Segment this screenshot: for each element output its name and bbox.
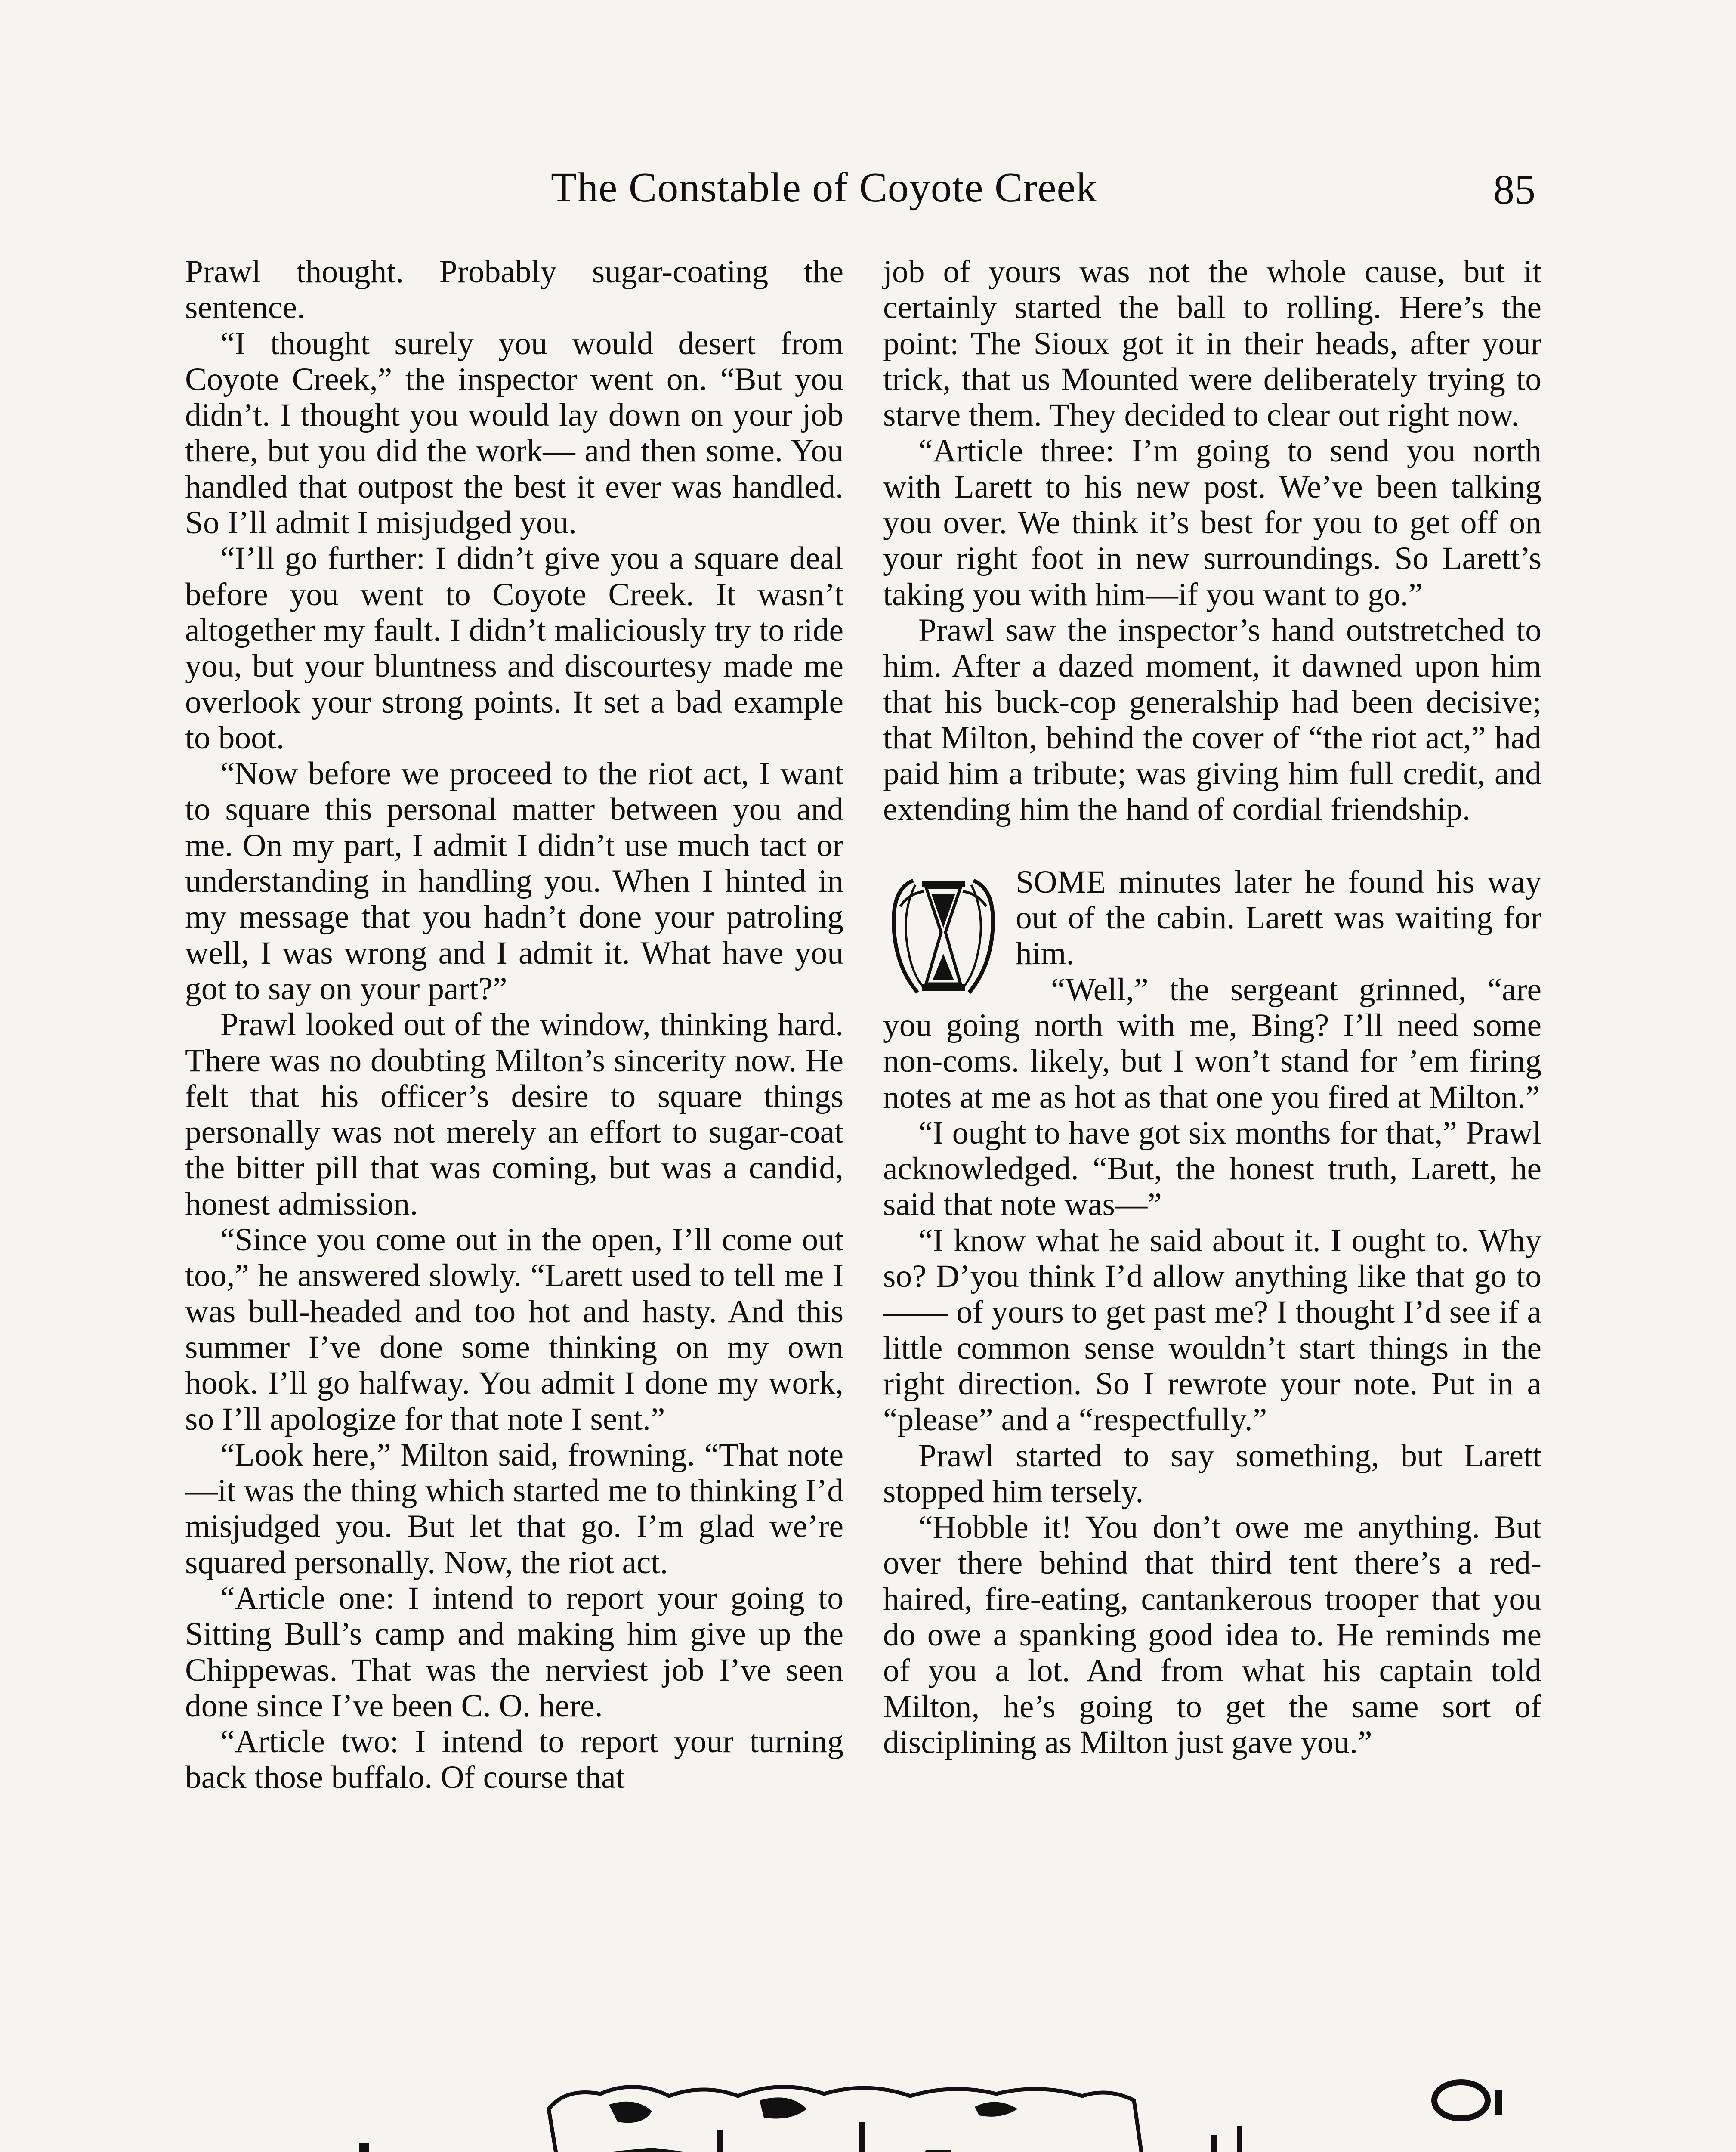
paragraph: SOME minutes later he found his way out of the cabin. Larett was waiting for him. xyxy=(1016,864,1541,972)
paragraph: “I’ll go further: I didn’t give you a square deal before you went to Coyote Creek. It wasn’t altogether my fault. I didn’t maliciously try to ride you, but your bluntness and discourtesy made me overlook your strong points. It set a bad example to boot. xyxy=(185,541,843,756)
paragraph: “Article three: I’m going to send you north with Larett to his new post. We’ve been talking you over. We think it’s best for you to get off on your right foot in new surroundings. So Larett’s taking you with him—if you want to go.” xyxy=(883,433,1541,612)
paragraph: “Since you come out in the open, I’ll come out too,” he answered slowly. “Larett used to tell me I was bull-headed and too hot and hasty. And this summer I’ve done some thinking on my own hook. I’ll go halfway. You admit I done my work, so I’ll apologize for that note I sent.” xyxy=(185,1222,843,1437)
paragraph: “Hobble it! You don’t owe me anything. But over there behind that third tent there’s a red-haired, fire-eating, cantankerous trooper that you do owe a spanking good idea to. He reminds me of you a lot. And from what his captain told Milton, he’s going to get the same sort of disciplining as Milton just gave you.” xyxy=(883,1509,1541,1760)
paragraph: “Well,” the sergeant grinned, “are you going north with me, Bing? I’ll need some non-coms. likely, but I won’t stand for ’em firing notes at me as hot as that one you fired at Milton.” xyxy=(883,971,1541,1115)
left-column xyxy=(185,254,843,1796)
winged-hourglass-icon xyxy=(883,868,1004,1001)
paragraph: Prawl thought. Probably sugar-coating the sentence. xyxy=(185,254,843,326)
paragraph: “I know what he said about it. I ought to. Why so? D’you think I’d allow anything like that go to —— of yours to get past me? I thought I’d see if a little common sense wouldn’t start things in the right direction. So I rewrote your note. Put in a “please” and a “respectfully.” xyxy=(883,1222,1541,1438)
paragraph: Prawl saw the inspector’s hand outstretched to him. After a dazed moment, it dawned upon him that his buck-cop generalship had been decisive; that Milton, behind the cover of “the riot act,” had paid him a tribute; was giving him full credit, and extending him the hand of cordial friendship. xyxy=(883,612,1541,828)
paragraph: “Now before we proceed to the riot act, I want to square this personal matter between you and me. On my part, I admit I didn’t use much tact or understanding in handling you. When I hinted in my message that you hadn’t done your patroling well, I was wrong and I admit it. What have you got to say on your part?” xyxy=(185,756,843,1007)
paragraph: “Article two: I intend to report your turning back those buffalo. Of course that xyxy=(185,1724,843,1796)
section-break xyxy=(883,828,1541,864)
prairie-landscape-illustration xyxy=(222,2070,1513,2152)
page-number: 85 xyxy=(1493,167,1535,213)
right-column xyxy=(883,254,1541,1760)
paragraph: Prawl looked out of the window, thinking hard. There was no doubting Milton’s sincerity now. He felt that his officer’s desire to square things personally was not merely an effort to sugar-coat the bitter pill that was coming, but was a candid, honest admission. xyxy=(185,1007,843,1222)
paragraph: “I thought surely you would desert from Coyote Creek,” the inspector went on. “But you didn’t. I thought you would lay down on your job there, but you did the work— and then some. You handled that outpost the best it ever was handled. So I’ll admit I misjudged you. xyxy=(185,325,843,541)
running-title: The Constable of Coyote Creek xyxy=(551,164,1098,211)
paragraph: Prawl started to say something, but Larett stopped him tersely. xyxy=(883,1438,1541,1509)
paragraph: “Article one: I intend to report your going to Sitting Bull’s camp and making him give up the Chippewas. That was the nerviest job I’ve seen done since I’ve been C. O. here. xyxy=(185,1580,843,1724)
paragraph: job of yours was not the whole cause, but it certainly started the ball to rolling. Here’s the point: The Sioux got it in their heads, after your trick, that us Mounted were deliberately trying to starve them. They decided to clear out right now. xyxy=(883,254,1541,433)
paragraph: “I ought to have got six months for that,” Prawl acknowledged. “But, the honest truth, Larett, he said that note was—” xyxy=(883,1115,1541,1223)
paragraph: “Look here,” Milton said, frowning. “That note—it was the thing which started me to thinking I’d misjudged you. But let that go. I’m glad we’re squared personally. Now, the riot act. xyxy=(185,1437,843,1580)
